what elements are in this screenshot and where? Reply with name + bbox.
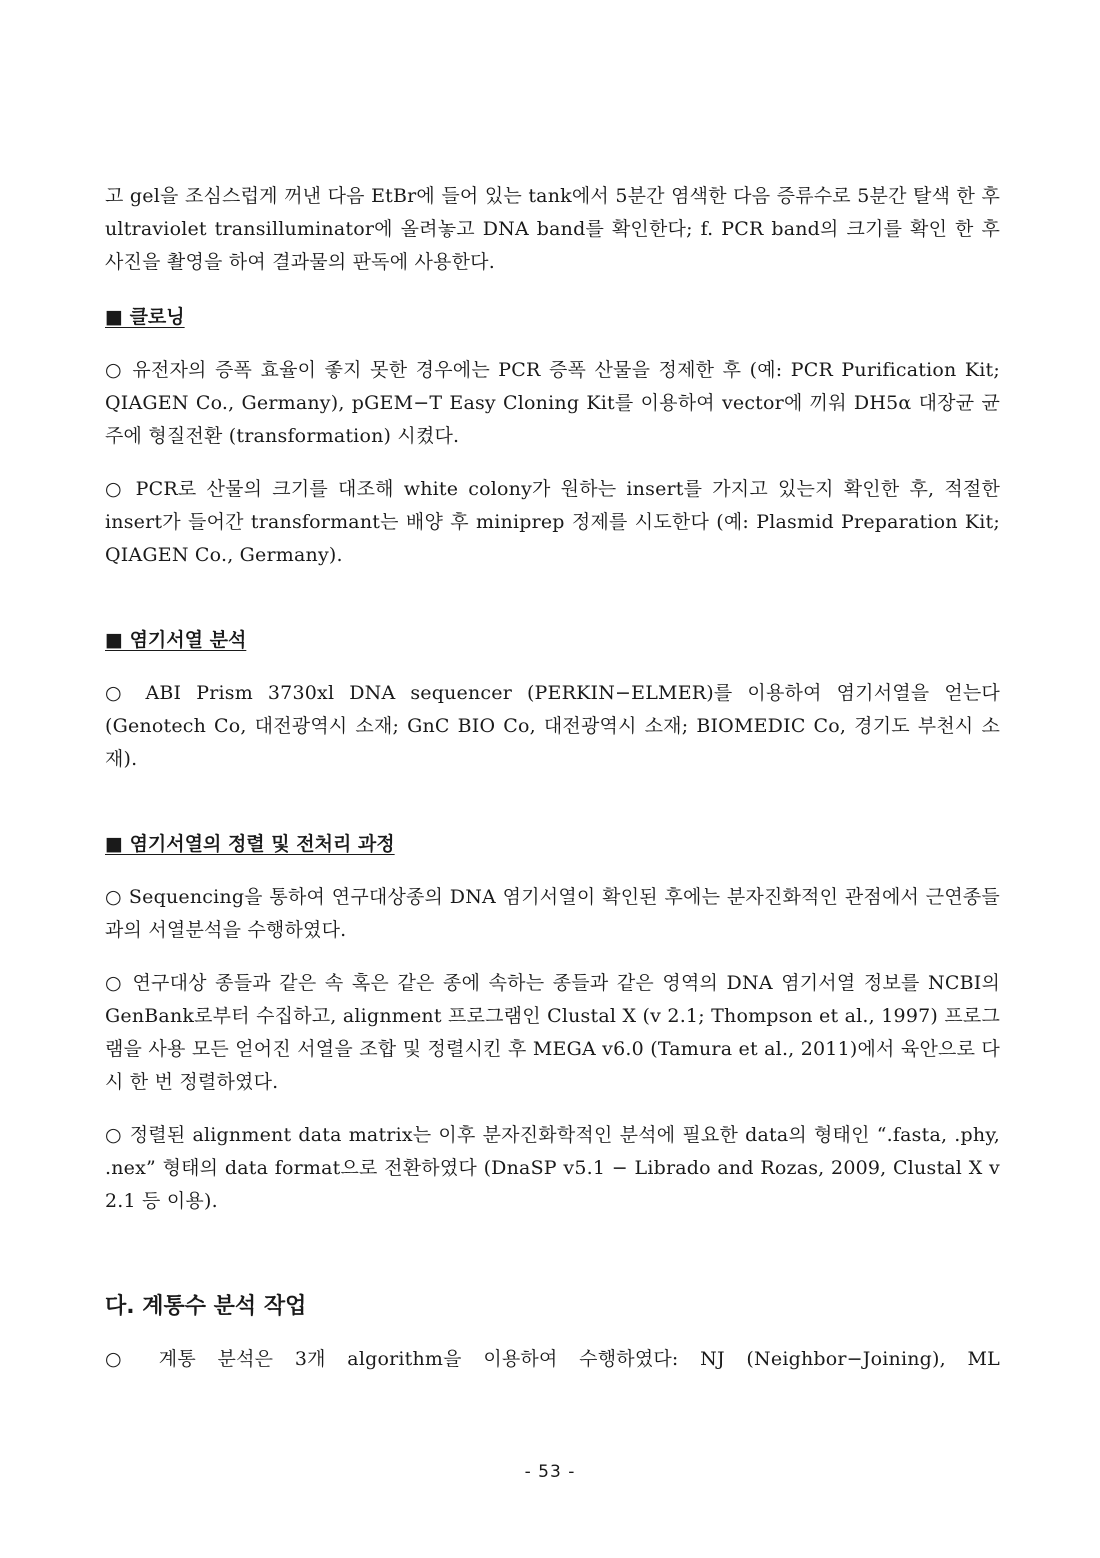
paragraph-cloning-purification: ○ 유전자의 증폭 효율이 좋지 못한 경우에는 PCR 증폭 산물을 정제한 후 (예: PCR Purification Kit; QIAGEN Co., Germany), pGEM−T Easy Cloning Kit를 이용하여 vector에 끼워 DH5α 대장균 균주에 형질전환 (transformation) 시켰다. [105,359,1000,447]
section-heading-alignment: ■ 염기서열의 정렬 및 전처리 과정 [105,833,395,855]
paragraph-phylogeny-algorithms: ○ 계통 분석은 3개 algorithm을 이용하여 수행하였다: NJ (Neighbor−Joining), ML [105,1348,1000,1370]
section-heading-sequencing: ■ 염기서열 분석 [105,629,247,651]
section-heading-cloning: ■ 클로닝 [105,306,185,328]
paragraph-alignment-format: ○ 정렬된 alignment data matrix는 이후 분자진화학적인 분석에 필요한 data의 형태인 “.fasta, .phy, .nex” 형태의 data format으로 전환하였다 (DnaSP v5.1 − Librado and Rozas, 2009, Clustal X v 2.1 등 이용). [105,1124,1000,1212]
page-number: - 53 - [524,1462,576,1482]
paragraph-cloning-colony-check: ○ PCR로 산물의 크기를 대조해 white colony가 원하는 insert를 가지고 있는지 확인한 후, 적절한 insert가 들어간 transformant는 배양 후 miniprep 정제를 시도한다 (예: Plasmid Preparation Kit; QIAGEN Co., Germany). [105,478,1000,566]
paragraph-alignment-overview: ○ Sequencing을 통하여 연구대상종의 DNA 염기서열이 확인된 후에는 분자진화적인 관점에서 근연종들과의 서열분석을 수행하였다. [105,886,1000,941]
paragraph-alignment-genbank: ○ 연구대상 종들과 같은 속 혹은 같은 종에 속하는 종들과 같은 영역의 DNA 염기서열 정보를 NCBI의 GenBank로부터 수집하고, alignment 프로그램인 Clustal X (v 2.1; Thompson et al., 1997) 프로그램을 사용 모든 얻어진 서열을 조합 및 정렬시킨 후 MEGA v6.0 (Tamura et al., 2011)에서 육안으로 다시 한 번 정렬하였다. [105,972,1000,1093]
paragraph-sequencer: ○ ABI Prism 3730xl DNA sequencer (PERKIN−ELMER)를 이용하여 염기서열을 얻는다 (Genotech Co, 대전광역시 소재; GnC BIO Co, 대전광역시 소재; BIOMEDIC Co, 경기도 부천시 소재). [105,682,1000,770]
document-body [105,180,1000,1376]
paragraph-gel-staining: 고 gel을 조심스럽게 꺼낸 다음 EtBr에 들어 있는 tank에서 5분간 염색한 다음 증류수로 5분간 탈색 한 후 ultraviolet transilluminator에 올려놓고 DNA band를 확인한다; f. PCR band의 크기를 확인 한 후 사진을 촬영을 하여 결과물의 판독에 사용한다. [105,185,1000,273]
chapter-heading-phylogeny: 다. 계통수 분석 작업 [105,1294,307,1319]
